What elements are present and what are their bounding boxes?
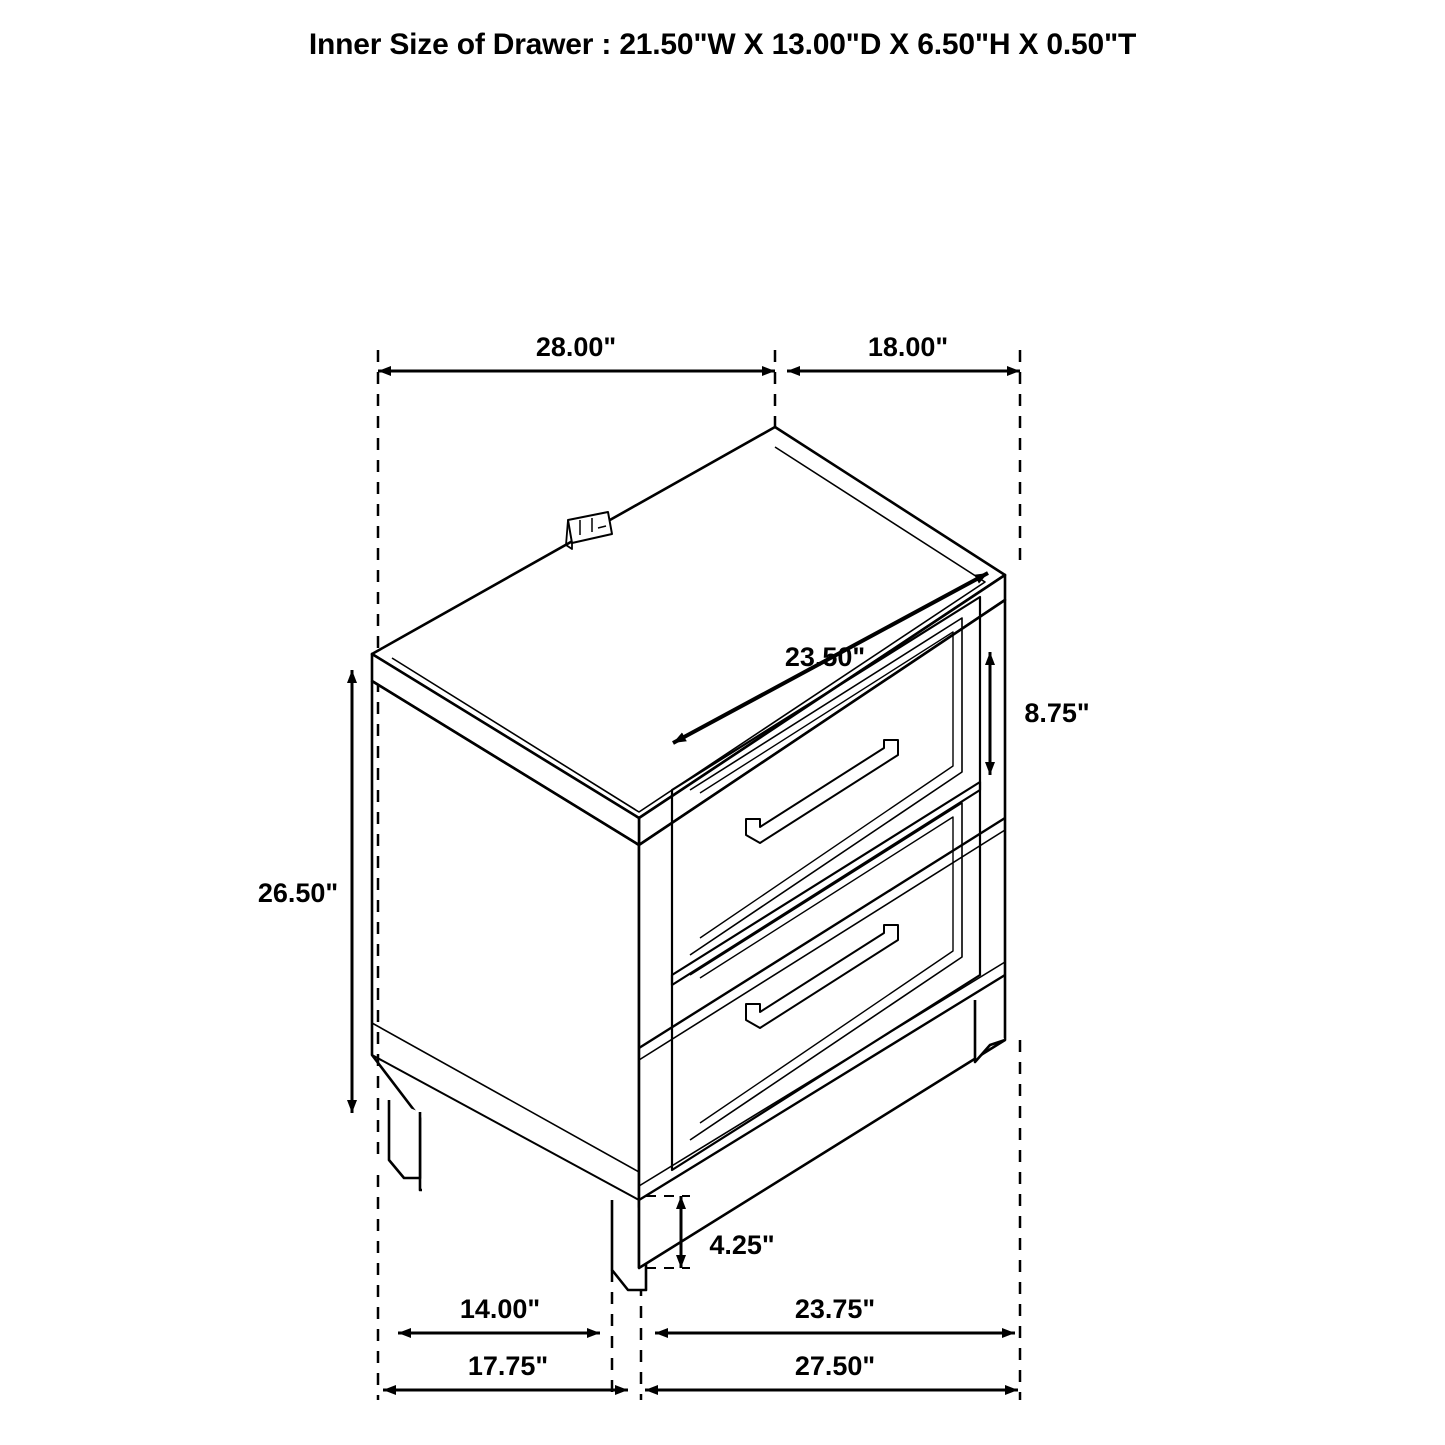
dim-label-base-left: 14.00"	[459, 1294, 541, 1324]
dim-label-base-front: 23.75"	[794, 1294, 876, 1324]
dimension-top-width	[378, 332, 775, 371]
dim-label-drawer-width: 23.50"	[784, 642, 866, 672]
dim-label-drawer-height: 8.75"	[1024, 698, 1090, 728]
dim-label-base-front-outer: 27.50"	[794, 1351, 876, 1381]
dimension-overall-height	[258, 670, 352, 1113]
dimension-base-front-outer	[645, 1351, 1018, 1390]
dimension-base-left	[398, 1294, 600, 1333]
dimension-base-left-outer	[383, 1351, 628, 1390]
dim-label-top-depth: 18.00"	[867, 332, 949, 362]
dim-label-leg-height: 4.25"	[709, 1230, 775, 1260]
page-title: Inner Size of Drawer : 21.50"W X 13.00"D X 6.50"H X 0.50"T	[308, 28, 1137, 61]
nightstand-body	[372, 427, 1005, 1290]
dim-label-top-width: 28.00"	[535, 332, 617, 362]
dimension-top-depth	[787, 332, 1020, 371]
dim-label-overall-height: 26.50"	[257, 878, 339, 908]
dimension-base-front	[655, 1294, 1015, 1333]
dim-label-base-left-outer: 17.75"	[467, 1351, 549, 1381]
